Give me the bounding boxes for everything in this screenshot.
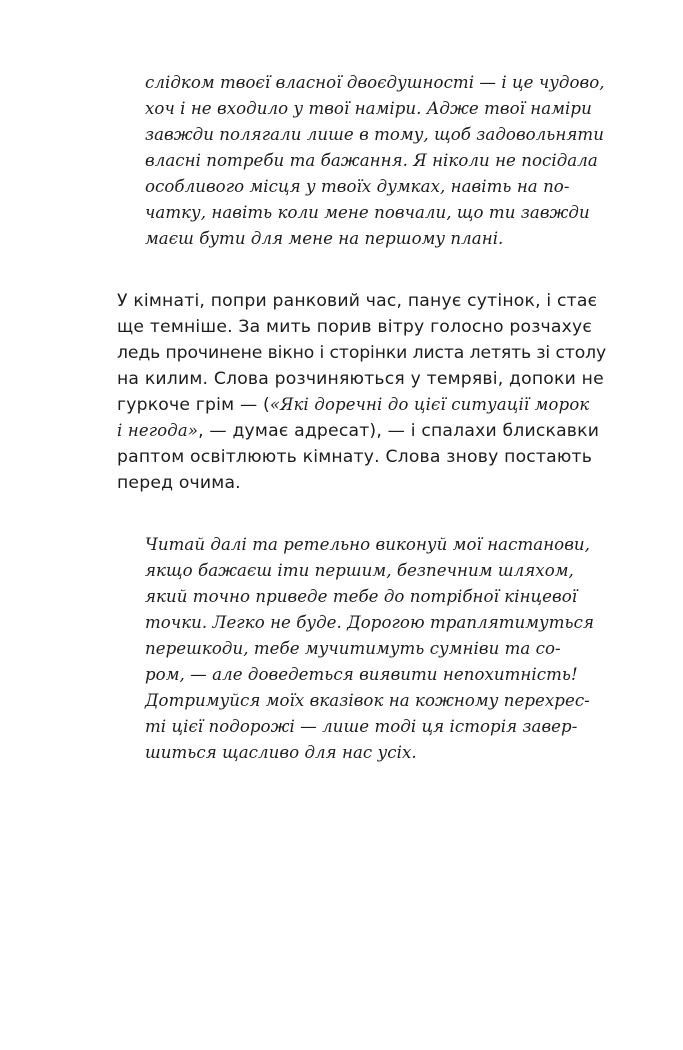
text-span: гуркоче грім — ( (117, 395, 270, 415)
text-span: , — думає адресат), — і спалахи блискавки (198, 421, 600, 441)
text-line: власні потреби та бажання. Я ніколи не посідала (145, 151, 598, 170)
narration-paragraph (117, 288, 607, 496)
text-line: маєш бути для мене на першому плані. (145, 229, 504, 248)
text-line: хоч і не входило у твої наміри. Адже твої наміри (145, 99, 592, 118)
text-line: ще темніше. За мить порив вітру голосно розчахує (117, 317, 593, 337)
text-line: раптом освітлюють кімнату. Слова знову постають (117, 447, 593, 467)
text-line: на килим. Слова розчиняються у темряві, допоки не (117, 369, 604, 389)
text-line: Дотримуйся моїх вказівок на кожному перехрес- (145, 691, 590, 710)
letter-excerpt-2 (145, 532, 605, 766)
inner-thought-italic: «Які доречні до цієї ситуації морок (269, 395, 590, 414)
inner-thought-italic: і негода» (117, 421, 199, 440)
text-line (117, 418, 607, 444)
text-line: якщо бажаєш іти першим, безпечним шляхом, (145, 561, 574, 580)
text-line (117, 392, 607, 418)
text-line: ледь прочинене вікно і сторінки листа летять зі столу (117, 343, 607, 363)
text-line: ті цієї подорожі — лише тоді ця історія завер- (145, 717, 578, 736)
text-line: шиться щасливо для нас усіх. (145, 743, 417, 762)
text-line: точки. Легко не буде. Дорогою траплятимуться (145, 613, 594, 632)
letter-excerpt-1 (145, 70, 605, 252)
text-line: слідком твоєї власної двоєдушності — і це чудово, (145, 73, 605, 92)
text-line: особливого місця у твоїх думках, навіть на по- (145, 177, 570, 196)
text-line: ром, — але доведеться виявити непохитність! (145, 665, 578, 684)
text-line: який точно приведе тебе до потрібної кінцевої (145, 587, 578, 606)
text-line: перед очима. (117, 473, 241, 493)
text-line: завжди полягали лише в тому, щоб задовольняти (145, 125, 604, 144)
text-line: перешкоди, тебе мучитимуть сумніви та со- (145, 639, 561, 658)
text-line: У кімнаті, попри ранковий час, панує сутінок, і стає (117, 291, 598, 311)
text-line: Читай далі та ретельно виконуй мої настанови, (145, 535, 590, 554)
text-line: чатку, навіть коли мене повчали, що ти завжди (145, 203, 590, 222)
